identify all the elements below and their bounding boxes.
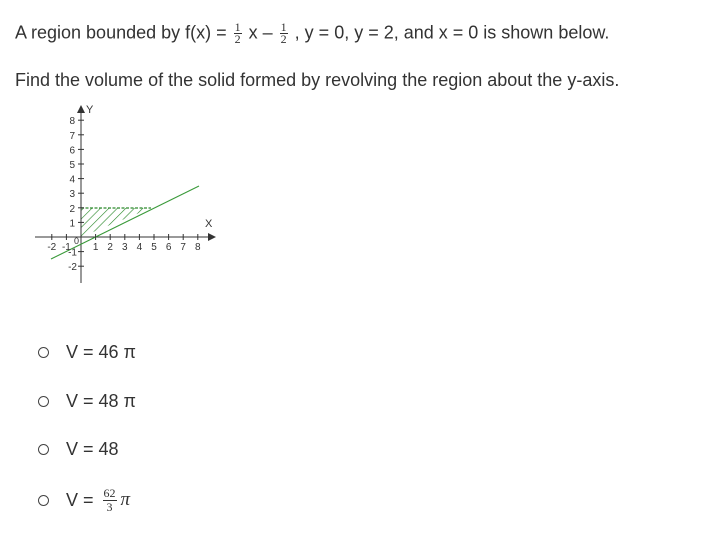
- fraction-one-half-b: $\frac{1}{2}$: [280, 20, 287, 46]
- shaded-region: [81, 208, 151, 237]
- y-tick-label: 5: [69, 160, 75, 171]
- question-line-2: Find the volume of the solid formed by revolving the region about the y-axis.: [15, 70, 620, 90]
- x-tick-label: 7: [180, 242, 186, 253]
- origin-label: 0: [74, 236, 80, 246]
- y-tick-label: 1: [69, 218, 75, 230]
- x-tick-label: 8: [195, 242, 201, 253]
- x-axis-label: X: [205, 218, 213, 230]
- y-axis-arrow: [77, 105, 85, 113]
- y-tick-label: 3: [69, 189, 75, 201]
- fraction-denominator: 3: [106, 499, 113, 514]
- fraction-one-half-a: $\frac{1}{2}$: [234, 20, 241, 46]
- answer-option-label: V = 48 π: [66, 390, 136, 411]
- answer-option-2[interactable]: [38, 388, 136, 414]
- answer-option-1[interactable]: [38, 339, 136, 365]
- y-tick-label: 7: [69, 130, 75, 142]
- y-tick-label: 2: [69, 203, 75, 215]
- answer-option-prefix: V =: [66, 489, 99, 510]
- y-tick-label: 4: [69, 174, 75, 186]
- axis-tick-labels: [47, 116, 201, 273]
- x-tick-label: 6: [165, 242, 172, 253]
- answer-option-label: V = 46 π: [66, 341, 136, 362]
- answer-option-3[interactable]: [38, 436, 119, 462]
- x-tick-label: 5: [151, 242, 157, 253]
- x-tick-label: -2: [47, 242, 57, 253]
- y-tick-label: -1: [68, 247, 77, 259]
- answer-option-label: V = 48: [66, 438, 119, 459]
- pi-symbol: π: [120, 489, 131, 510]
- x-axis-arrow: [208, 233, 216, 241]
- x-tick-label: 1: [92, 242, 99, 253]
- radio-button[interactable]: [38, 495, 49, 506]
- x-tick-label: 2: [107, 242, 113, 253]
- question-text-mid: x –: [243, 22, 278, 43]
- radio-button[interactable]: [38, 347, 49, 358]
- y-tick-label: -2: [68, 262, 77, 274]
- y-tick-label: 6: [69, 145, 75, 157]
- region-graph: [30, 100, 220, 285]
- y-axis-label: Y: [86, 104, 94, 116]
- y-tick-label: 8: [69, 116, 75, 128]
- answer-option-4[interactable]: [38, 487, 130, 513]
- question-text-start: A region bounded by f(x) =: [15, 22, 232, 43]
- x-tick-label: 4: [136, 242, 143, 253]
- answer-option-label: [66, 487, 130, 514]
- question-line-1: [15, 22, 609, 45]
- fraction-numerator: 62: [103, 485, 116, 500]
- radio-button[interactable]: [38, 396, 49, 407]
- x-tick-label: 3: [122, 242, 128, 253]
- radio-button[interactable]: [38, 444, 49, 455]
- question-text-end: , y = 0, y = 2, and x = 0 is shown below.: [289, 22, 610, 43]
- answer-fraction: [103, 487, 117, 514]
- x-tick-label: -1: [61, 242, 71, 253]
